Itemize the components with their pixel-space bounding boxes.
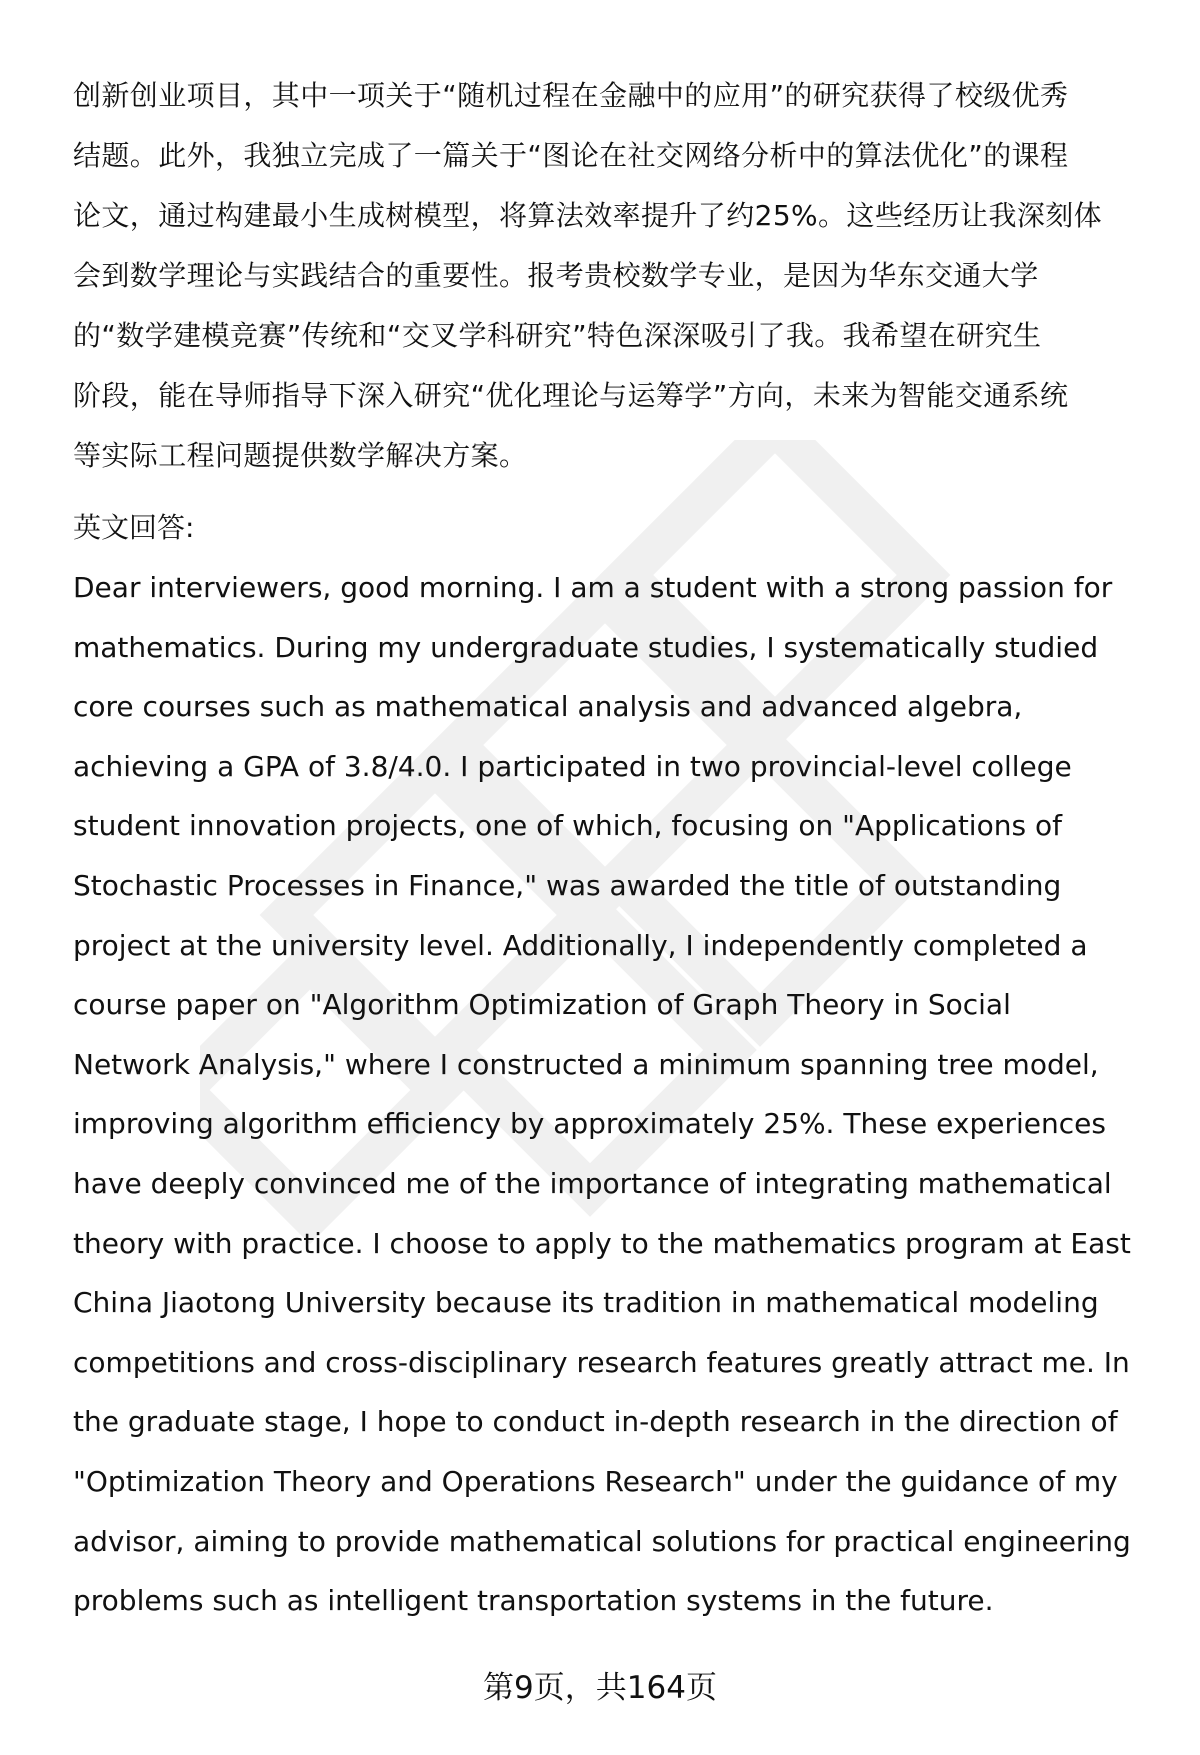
english-paragraph [73,558,1148,1631]
chinese-text-line: 等实际工程问题提供数学解决方案。 [73,439,528,472]
english-text-line: the graduate stage, I hope to conduct in-depth research in the direction of [73,1405,1118,1439]
chinese-paragraph [73,66,1148,486]
english-text-line: achieving a GPA of 3.8/4.0. I participated in two provincial-level college [73,749,1072,783]
chinese-text-line: 阶段，能在导师指导下深入研究“优化理论与运筹学”方向，未来为智能交通系统 [73,379,1069,412]
english-text-line: core courses such as mathematical analysis and advanced algebra, [73,690,1023,724]
chinese-text-line: 创新创业项目，其中一项关于“随机过程在金融中的应用”的研究获得了校级优秀 [73,79,1069,112]
chinese-text-line: 的“数学建模竞赛”传统和“交叉学科研究”特色深深吸引了我。我希望在研究生 [73,319,1042,352]
english-text-line: problems such as intelligent transportation systems in the future. [73,1584,994,1618]
english-text-line: mathematics. During my undergraduate studies, I systematically studied [73,630,1099,664]
english-answer-heading: 英文回答: [73,511,195,544]
english-text-line: course paper on "Algorithm Optimization of Graph Theory in Social [73,988,1011,1022]
english-text-line: China Jiaotong University because its tradition in mathematical modeling [73,1286,1099,1320]
english-text-line: project at the university level. Additionally, I independently completed a [73,928,1088,962]
english-text-line: student innovation projects, one of which, focusing on "Applications of [73,809,1062,843]
english-text-line: "Optimization Theory and Operations Research" under the guidance of my [73,1464,1118,1498]
english-text-line: have deeply convinced me of the importance of integrating mathematical [73,1166,1112,1200]
english-text-line: Stochastic Processes in Finance," was awarded the title of outstanding [73,868,1062,902]
english-text-line: theory with practice. I choose to apply to the mathematics program at East [73,1226,1131,1260]
chinese-text-line: 结题。此外，我独立完成了一篇关于“图论在社交网络分析中的算法优化”的课程 [73,139,1069,172]
english-text-line: Dear interviewers, good morning. I am a student with a strong passion for [73,571,1113,604]
english-text-line: competitions and cross-disciplinary research features greatly attract me. In [73,1345,1130,1379]
english-text-line: Network Analysis," where I constructed a minimum spanning tree model, [73,1047,1099,1081]
page-number-footer: 第9页，共164页 [483,1670,717,1706]
english-text-line: advisor, aiming to provide mathematical solutions for practical engineering [73,1524,1131,1558]
content-area [73,66,1148,1631]
chinese-text-line: 论文，通过构建最小生成树模型，将算法效率提升了约25%。这些经历让我深刻体 [73,199,1103,232]
chinese-text-line: 会到数学理论与实践结合的重要性。报考贵校数学专业，是因为华东交通大学 [73,259,1039,292]
english-text-line: improving algorithm efficiency by approximately 25%. These experiences [73,1107,1106,1141]
